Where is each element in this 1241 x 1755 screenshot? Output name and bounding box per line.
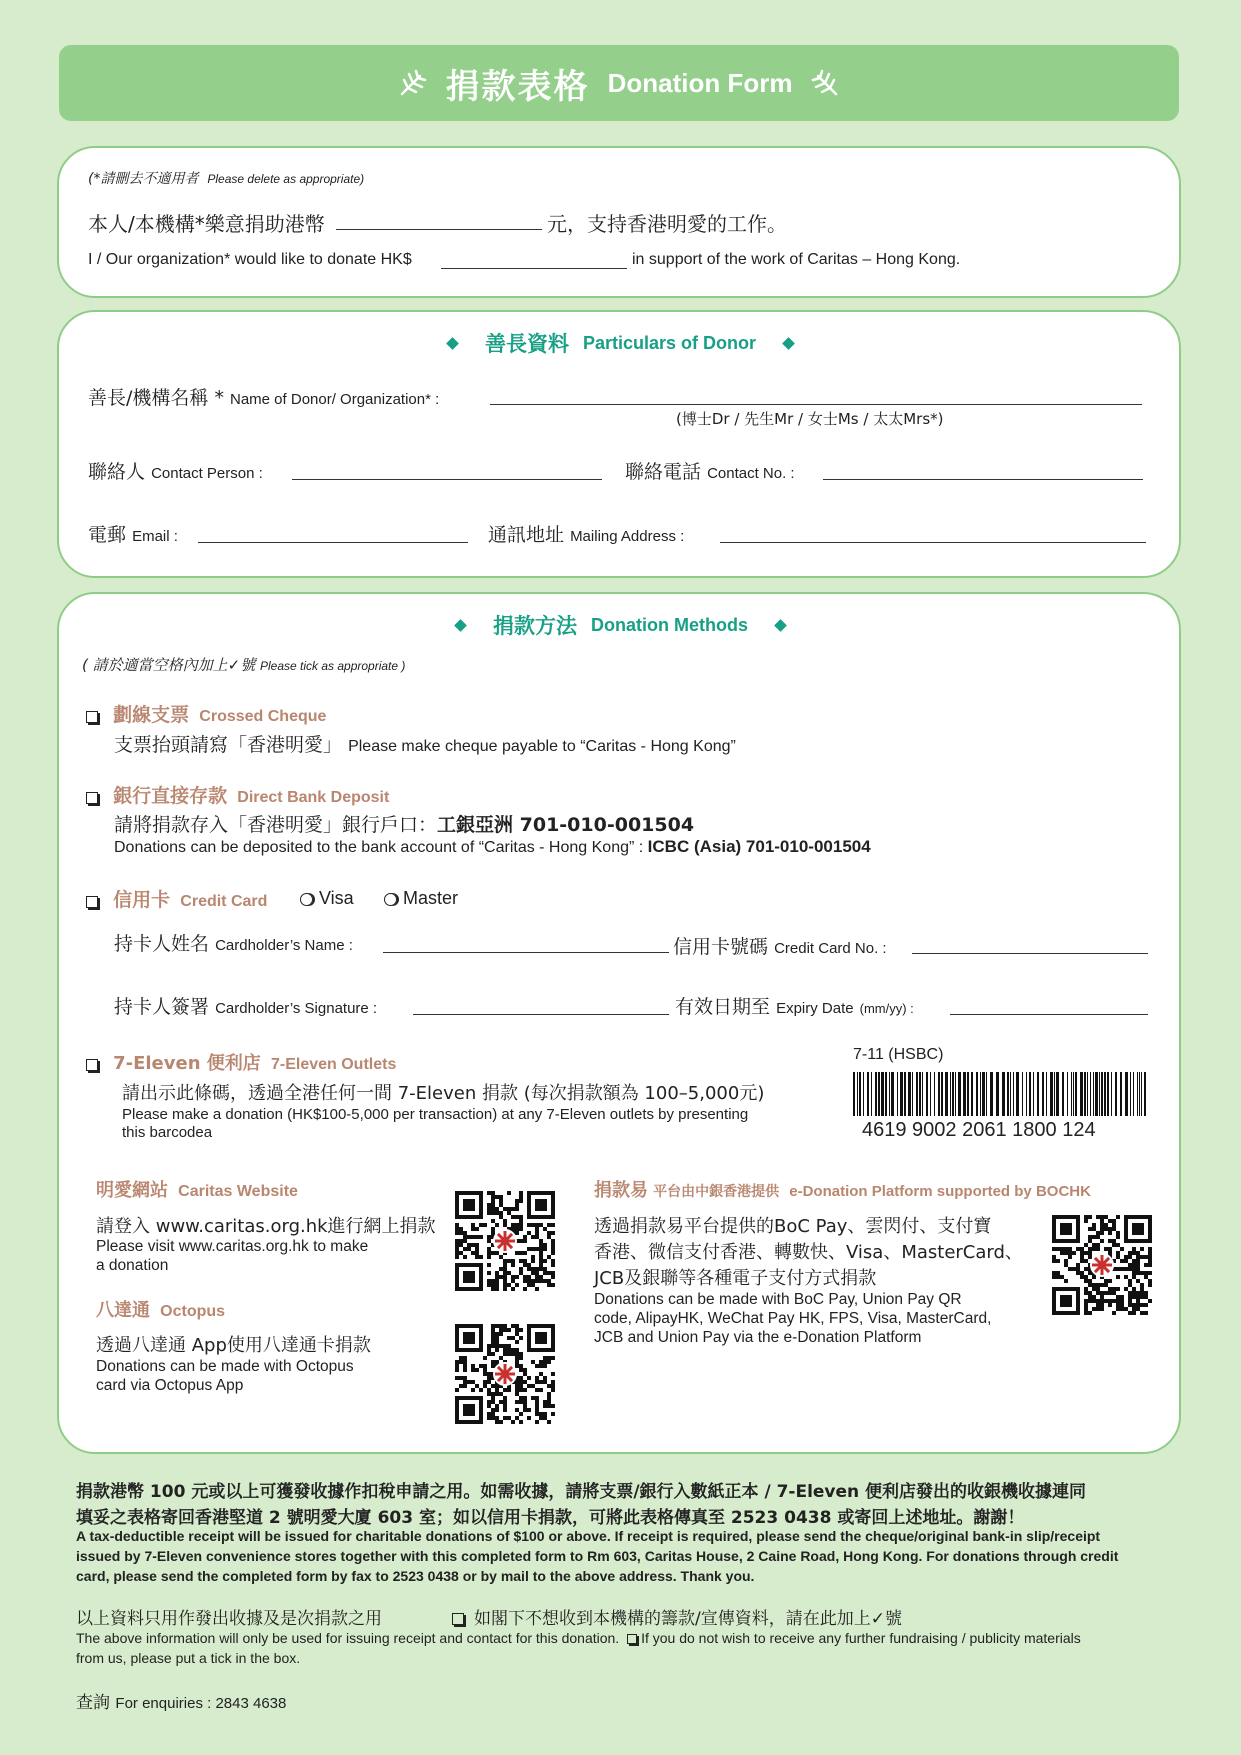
seven-eleven-desc-en-2: this barcodea <box>122 1124 213 1141</box>
donate-line-zh-end: 元，支持香港明愛的工作。 <box>547 212 787 236</box>
amount-field-en[interactable] <box>441 268 627 269</box>
bank-checkbox[interactable] <box>86 792 98 804</box>
card-option[interactable]: 信用卡 Credit Card <box>86 885 267 912</box>
barcode <box>853 1072 1147 1116</box>
optout-zh[interactable]: 如閣下不想收到本機構的籌款/宣傳資料，請在此加上✓號 <box>452 1604 902 1629</box>
delete-note: (*請刪去不適用者 Please delete as appropriate) <box>88 171 365 187</box>
card-number-label: 信用卡號碼 Credit Card No. : <box>673 936 887 958</box>
privacy-note-zh: 以上資料只用作發出收據及是次捐款之用 <box>76 1609 382 1629</box>
seven-eleven-desc-zh: 請出示此條碼，透過全港任何一間 7-Eleven 捐款 (每次捐款額為 100–5,000元) <box>122 1083 765 1104</box>
cardholder-signature-field[interactable] <box>413 1014 669 1015</box>
edonation-desc-zh-3: JCB及銀聯等各種電子支付方式捐款 <box>594 1268 877 1289</box>
octopus-desc-en-2: card via Octopus App <box>96 1377 244 1394</box>
form-title-zh: 捐款表格 <box>445 66 590 107</box>
bank-option[interactable]: 銀行直接存款 Direct Bank Deposit <box>86 781 389 808</box>
octopus-desc-en-1: Donations can be made with Octopus <box>96 1358 354 1375</box>
seven-eleven-desc-en-1: Please make a donation (HK$100-5,000 per transaction) at any 7-Eleven outlets by presenting <box>122 1106 749 1123</box>
edonation-title: 捐款易 平台由中銀香港提供 e-Donation Platform supported by BOCHK <box>594 1180 1091 1201</box>
visa-radio[interactable] <box>300 893 313 906</box>
email-field[interactable] <box>198 542 468 543</box>
expiry-field[interactable] <box>950 1014 1148 1015</box>
contact-person-label: 聯絡人 Contact Person : <box>88 461 263 483</box>
edonation-desc-en-3: JCB and Union Pay via the e-Donation Platform <box>594 1329 922 1346</box>
expiry-label: 有效日期至 Expiry Date (mm/yy) : <box>675 996 914 1018</box>
barcode-number: 4619 9002 2061 1800 124 <box>862 1119 1096 1141</box>
website-title: 明愛網站 Caritas Website <box>96 1180 298 1201</box>
cardholder-name-field[interactable] <box>383 952 669 953</box>
bank-desc-en: Donations can be deposited to the bank account of “Caritas - Hong Kong” : ICBC (Asia) 701-010-001504 <box>114 837 871 856</box>
card-checkbox[interactable] <box>86 896 98 908</box>
seven-eleven-checkbox[interactable] <box>86 1059 98 1071</box>
donate-line-en: I / Our organization* would like to donate HK$ <box>88 251 412 268</box>
receipt-note-zh-2: 填妥之表格寄回香港堅道 2 號明愛大廈 603 室；如以信用卡捐款，可將此表格傳真至 2523 0438 或寄回上述地址。謝謝！ <box>76 1508 1025 1528</box>
receipt-note-en-3: card, please send the completed form by fax to 2523 0438 or by mail to the above address. Thank you. <box>76 1568 755 1584</box>
title-banner <box>59 45 1179 121</box>
website-desc-zh: 請登入 www.caritas.org.hk進行網上捐款 <box>96 1216 436 1237</box>
form-title-en: Donation Form <box>607 67 793 98</box>
cardholder-signature-label: 持卡人簽署 Cardholder’s Signature : <box>114 996 378 1018</box>
donor-name-field[interactable] <box>490 404 1142 405</box>
contact-no-field[interactable] <box>823 479 1143 480</box>
email-label: 電郵 Email : <box>88 524 178 546</box>
diamond-icon <box>446 337 459 350</box>
edonation-qr-code[interactable] <box>1052 1215 1153 1316</box>
cheque-desc: 支票抬頭請寫「香港明愛」 Please make cheque payable to “Caritas - Hong Kong” <box>114 734 736 756</box>
donate-line-en-end: in support of the work of Caritas – Hong Kong. <box>632 251 961 268</box>
website-qr-code[interactable] <box>455 1191 556 1292</box>
amount-field-zh[interactable] <box>336 229 542 230</box>
receipt-note-zh-1: 捐款港幣 100 元或以上可獲發收據作扣稅申請之用。如需收據，請將支票/銀行入數紙正本 / 7-Eleven 便利店發出的收銀機收據連同 <box>76 1482 1087 1502</box>
methods-section-title: 捐款方法 Donation Methods <box>0 610 1241 640</box>
diamond-icon <box>454 619 467 632</box>
title-options: (博士Dr / 先生Mr / 女士Ms / 太太Mrs*) <box>676 410 944 428</box>
donor-name-label: 善長/機構名稱 * Name of Donor/ Organization* : <box>88 387 440 409</box>
cardholder-name-label: 持卡人姓名 Cardholder’s Name : <box>114 933 353 955</box>
donor-section-title: 善長資料 Particulars of Donor <box>0 328 1241 358</box>
leaf-left-icon <box>398 68 428 98</box>
cheque-checkbox[interactable] <box>86 711 98 723</box>
privacy-note-en-2: from us, please put a tick in the box. <box>76 1650 301 1666</box>
visa-option[interactable]: Visa <box>300 888 354 909</box>
cheque-option[interactable]: 劃線支票 Crossed Cheque <box>86 700 326 727</box>
optout-checkbox-en[interactable] <box>627 1634 637 1644</box>
octopus-qr-code[interactable] <box>455 1324 556 1425</box>
edonation-desc-en-1: Donations can be made with BoC Pay, Union Pay QR <box>594 1291 962 1308</box>
contact-person-field[interactable] <box>292 479 602 480</box>
octopus-desc-zh: 透過八達通 App使用八達通卡捐款 <box>96 1335 371 1356</box>
donate-line-zh: 本人/本機構*樂意捐助港幣 <box>88 212 325 236</box>
card-number-field[interactable] <box>912 953 1148 954</box>
receipt-note-en-2: issued by 7-Eleven convenience stores together with this completed form to Rm 603, Caritas House, 2 Caine Road, Hong Kong. For donations through credit <box>76 1548 1119 1564</box>
master-radio[interactable] <box>384 893 397 906</box>
edonation-desc-zh-1: 透過捐款易平台提供的BoC Pay、雲閃付、支付寶 <box>594 1216 992 1237</box>
website-desc-en-2: a donation <box>96 1257 169 1274</box>
contact-no-label: 聯絡電話 Contact No. : <box>625 461 795 483</box>
seven-eleven-option[interactable]: 7-Eleven 便利店 7-Eleven Outlets <box>86 1049 396 1075</box>
tick-note: ( 請於適當空格內加上✓號 Please tick as appropriate ) <box>82 656 406 674</box>
address-field[interactable] <box>720 542 1146 543</box>
enquiry: 查詢 For enquiries : 2843 4638 <box>76 1693 287 1713</box>
diamond-icon <box>782 337 795 350</box>
optout-checkbox[interactable] <box>452 1613 464 1625</box>
diamond-icon <box>774 619 787 632</box>
receipt-note-en-1: A tax-deductible receipt will be issued for charitable donations of $100 or above. If receipt is required, please send the cheque/original bank-in slip/receipt <box>76 1528 1101 1544</box>
website-desc-en-1: Please visit www.caritas.org.hk to make <box>96 1238 369 1255</box>
edonation-desc-zh-2: 香港、微信支付香港、轉數快、Visa、MasterCard、 <box>594 1242 1023 1263</box>
privacy-note-en: The above information will only be used for issuing receipt and contact for this donation. If you do not wish to receive any further fundraising / publicity materials <box>76 1630 1081 1646</box>
barcode-label: 7-11 (HSBC) <box>853 1046 944 1063</box>
leaf-right-icon <box>810 68 840 98</box>
bank-desc-zh: 請將捐款存入「香港明愛」銀行戶口：工銀亞洲 701-010-001504 <box>114 814 695 836</box>
address-label: 通訊地址 Mailing Address : <box>488 524 685 546</box>
octopus-title: 八達通 Octopus <box>96 1300 226 1321</box>
master-option[interactable]: Master <box>384 888 458 909</box>
edonation-desc-en-2: code, AlipayHK, WeChat Pay HK, FPS, Visa, MasterCard, <box>594 1310 992 1327</box>
